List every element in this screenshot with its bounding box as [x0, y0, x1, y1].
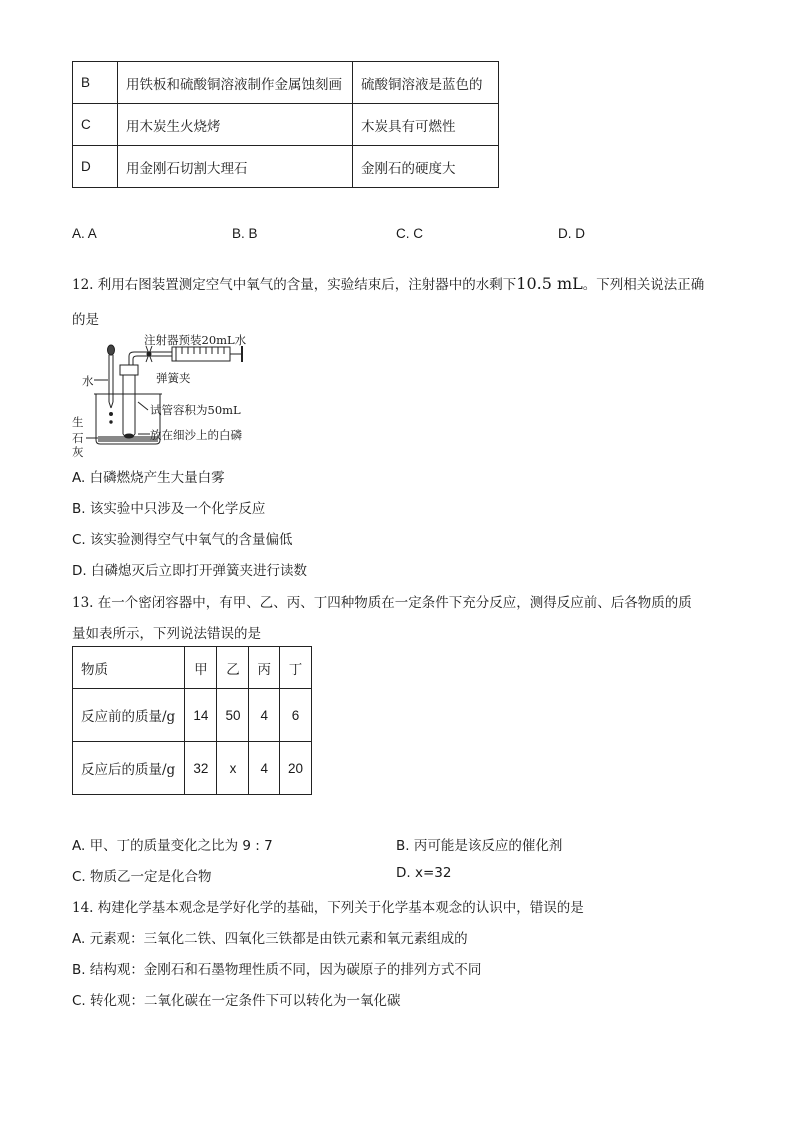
q12-volume: 10.5 mL [516, 274, 583, 293]
q13-option-c[interactable]: C. 物质乙一定是化合物 [72, 869, 212, 885]
mass-cell: 14 [185, 689, 217, 742]
water-label: 水 [82, 374, 94, 388]
q14-option-c[interactable]: C. 转化观：二氧化碳在一定条件下可以转化为一氧化碳 [72, 993, 401, 1009]
mass-cell: 6 [279, 689, 311, 742]
q12-stem-text: 12. 利用右图装置测定空气中氧气的含量，实验结束后，注射器中的水剩下 [72, 277, 517, 293]
header-cell: 物质 [73, 647, 185, 689]
syringe-label: 注射器预装20mL水 [144, 333, 247, 347]
practice-cell: 用金刚石切割大理石 [118, 146, 353, 188]
q12-option-b[interactable]: B. 该实验中只涉及一个化学反应 [72, 501, 266, 517]
q13-option-a[interactable]: A. 甲、丁的质量变化之比为 9 : 7 [72, 838, 273, 854]
q11-option-d[interactable]: D. D [558, 226, 585, 241]
apparatus-figure [72, 332, 262, 460]
phosphorus-label: 放在细沙上的白磷 [150, 428, 242, 442]
row-label: 反应前的质量/g [73, 689, 185, 742]
mass-cell: x [217, 742, 249, 795]
practice-cell: 用铁板和硫酸铜溶液制作金属蚀刻画 [118, 62, 353, 104]
mass-cell: 50 [217, 689, 249, 742]
reason-cell: 硫酸铜溶液是蓝色的 [353, 62, 499, 104]
table-row [73, 146, 499, 188]
mass-cell: 32 [185, 742, 217, 795]
q13-option-d[interactable]: D. x=32 [396, 865, 452, 881]
header-cell: 乙 [217, 647, 249, 689]
reason-cell: 木炭具有可燃性 [353, 104, 499, 146]
mass-cell: 4 [249, 742, 280, 795]
q12-option-a[interactable]: A. 白磷燃烧产生大量白雾 [72, 470, 225, 486]
lime-label-3: 灰 [72, 445, 84, 459]
row-label: 反应后的质量/g [73, 742, 185, 795]
q13-option-b[interactable]: B. 丙可能是该反应的催化剂 [396, 838, 563, 854]
practice-cell: 用木炭生火烧烤 [118, 104, 353, 146]
q11-table [72, 61, 499, 188]
header-cell: 丙 [249, 647, 280, 689]
q11-option-a[interactable]: A. A [72, 226, 97, 241]
reason-cell: 金刚石的硬度大 [353, 146, 499, 188]
q14-option-a[interactable]: A. 元素观：三氧化二铁、四氧化三铁都是由铁元素和氧元素组成的 [72, 931, 468, 947]
q12-stem-line2: 的是 [72, 312, 99, 328]
q13-stem-line1: 13. 在一个密闭容器中，有甲、乙、丙、丁四种物质在一定条件下充分反应，测得反应前、后各物质的质 [72, 595, 692, 611]
row-letter: B [73, 62, 118, 104]
mass-cell: 20 [279, 742, 311, 795]
q13-stem-line2: 量如表所示，下列说法错误的是 [72, 626, 261, 642]
q12-option-c[interactable]: C. 该实验测得空气中氧气的含量偏低 [72, 532, 293, 548]
q12-option-d[interactable]: D. 白磷熄灭后立即打开弹簧夹进行读数 [72, 563, 307, 579]
tube-volume-label: 试管容积为50mL [150, 403, 241, 417]
q12-stem-line1 [72, 273, 704, 293]
q11-option-b[interactable]: B. B [232, 226, 258, 241]
table-row [73, 62, 499, 104]
q11-option-c[interactable]: C. C [396, 226, 423, 241]
q12-stem-tail: 。下列相关说法正确 [582, 277, 705, 293]
header-cell: 丁 [279, 647, 311, 689]
lime-label-2: 石 [72, 431, 84, 445]
table-header-row [73, 647, 312, 689]
row-letter: D [73, 146, 118, 188]
table-row [73, 104, 499, 146]
header-cell: 甲 [185, 647, 217, 689]
q13-table [72, 646, 312, 795]
table-row [73, 689, 312, 742]
clamp-label: 弹簧夹 [156, 371, 191, 385]
dropper-bulb [108, 345, 115, 355]
q14-option-b[interactable]: B. 结构观：金刚石和石墨物理性质不同，因为碳原子的排列方式不同 [72, 962, 482, 978]
lime-label-1: 生 [72, 415, 84, 429]
mass-cell: 4 [249, 689, 280, 742]
table-row [73, 742, 312, 795]
q14-stem: 14. 构建化学基本观念是学好化学的基础，下列关于化学基本观念的认识中，错误的是 [72, 900, 584, 916]
row-letter: C [73, 104, 118, 146]
